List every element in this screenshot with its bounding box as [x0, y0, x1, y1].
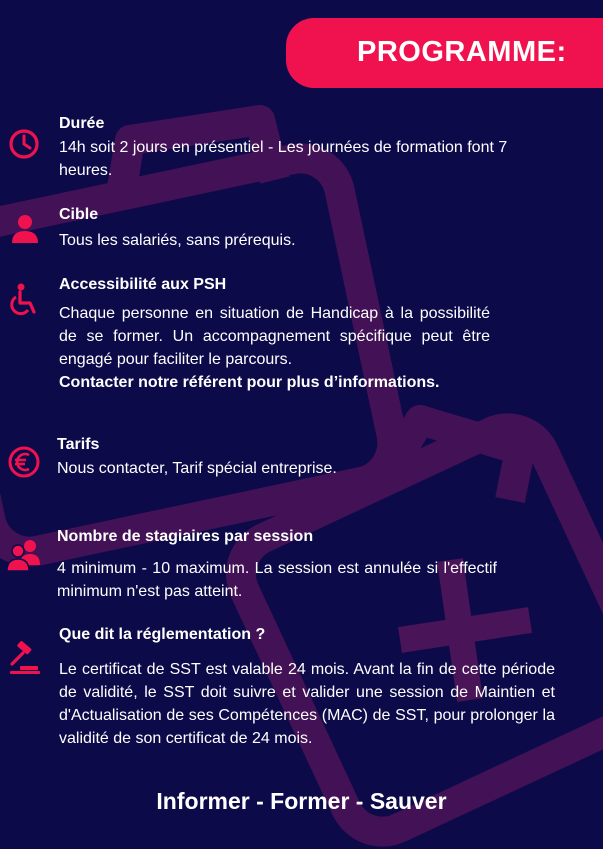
section-heading-cible: Cible	[59, 206, 99, 223]
section-text-reglementation: Le certificat de SST est valable 24 mois. Avant la fin de cette période de validité, le SST doit suivre et valider une session de Maintien et d'Actualisation de ses Compétences (MAC) de SST, pour prolonger la validité de son certificat de 24 mois.	[59, 661, 555, 747]
clock-icon	[6, 126, 42, 162]
person-icon	[7, 211, 43, 247]
gavel-icon	[6, 640, 42, 676]
section-heading-accessibilite: Accessibilité aux PSH	[59, 276, 227, 293]
footer-tagline: Informer - Former - Sauver	[156, 788, 447, 814]
section-contact-accessibilite: Contacter notre référent pour plus d’informations.	[59, 374, 440, 391]
wheelchair-icon	[6, 282, 42, 318]
section-text-accessibilite: Chaque personne en situation de Handicap à la possibilité de se former. Un accompagnement spécifique peut être engagé pour faciliter le parcours.	[59, 305, 490, 368]
section-heading-reglementation: Que dit la réglementation ?	[59, 626, 266, 643]
euro-icon	[6, 444, 42, 480]
section-heading-tarifs: Tarifs	[57, 436, 100, 453]
section-text-cible: Tous les salariés, sans prérequis.	[59, 232, 296, 249]
programme-title: PROGRAMME:	[357, 36, 567, 68]
section-text-stagiaires: 4 minimum - 10 maximum. La session est annulée si l'effectif minimum n'est pas atteint.	[57, 560, 497, 600]
section-heading-stagiaires: Nombre de stagiaires par session	[57, 528, 314, 545]
group-icon	[6, 537, 42, 573]
section-heading-duree: Durée	[59, 115, 105, 132]
section-text-tarifs: Nous contacter, Tarif spécial entreprise.	[57, 460, 337, 477]
section-text-duree: 14h soit 2 jours en présentiel - Les journées de formation font 7 heures.	[59, 139, 508, 179]
